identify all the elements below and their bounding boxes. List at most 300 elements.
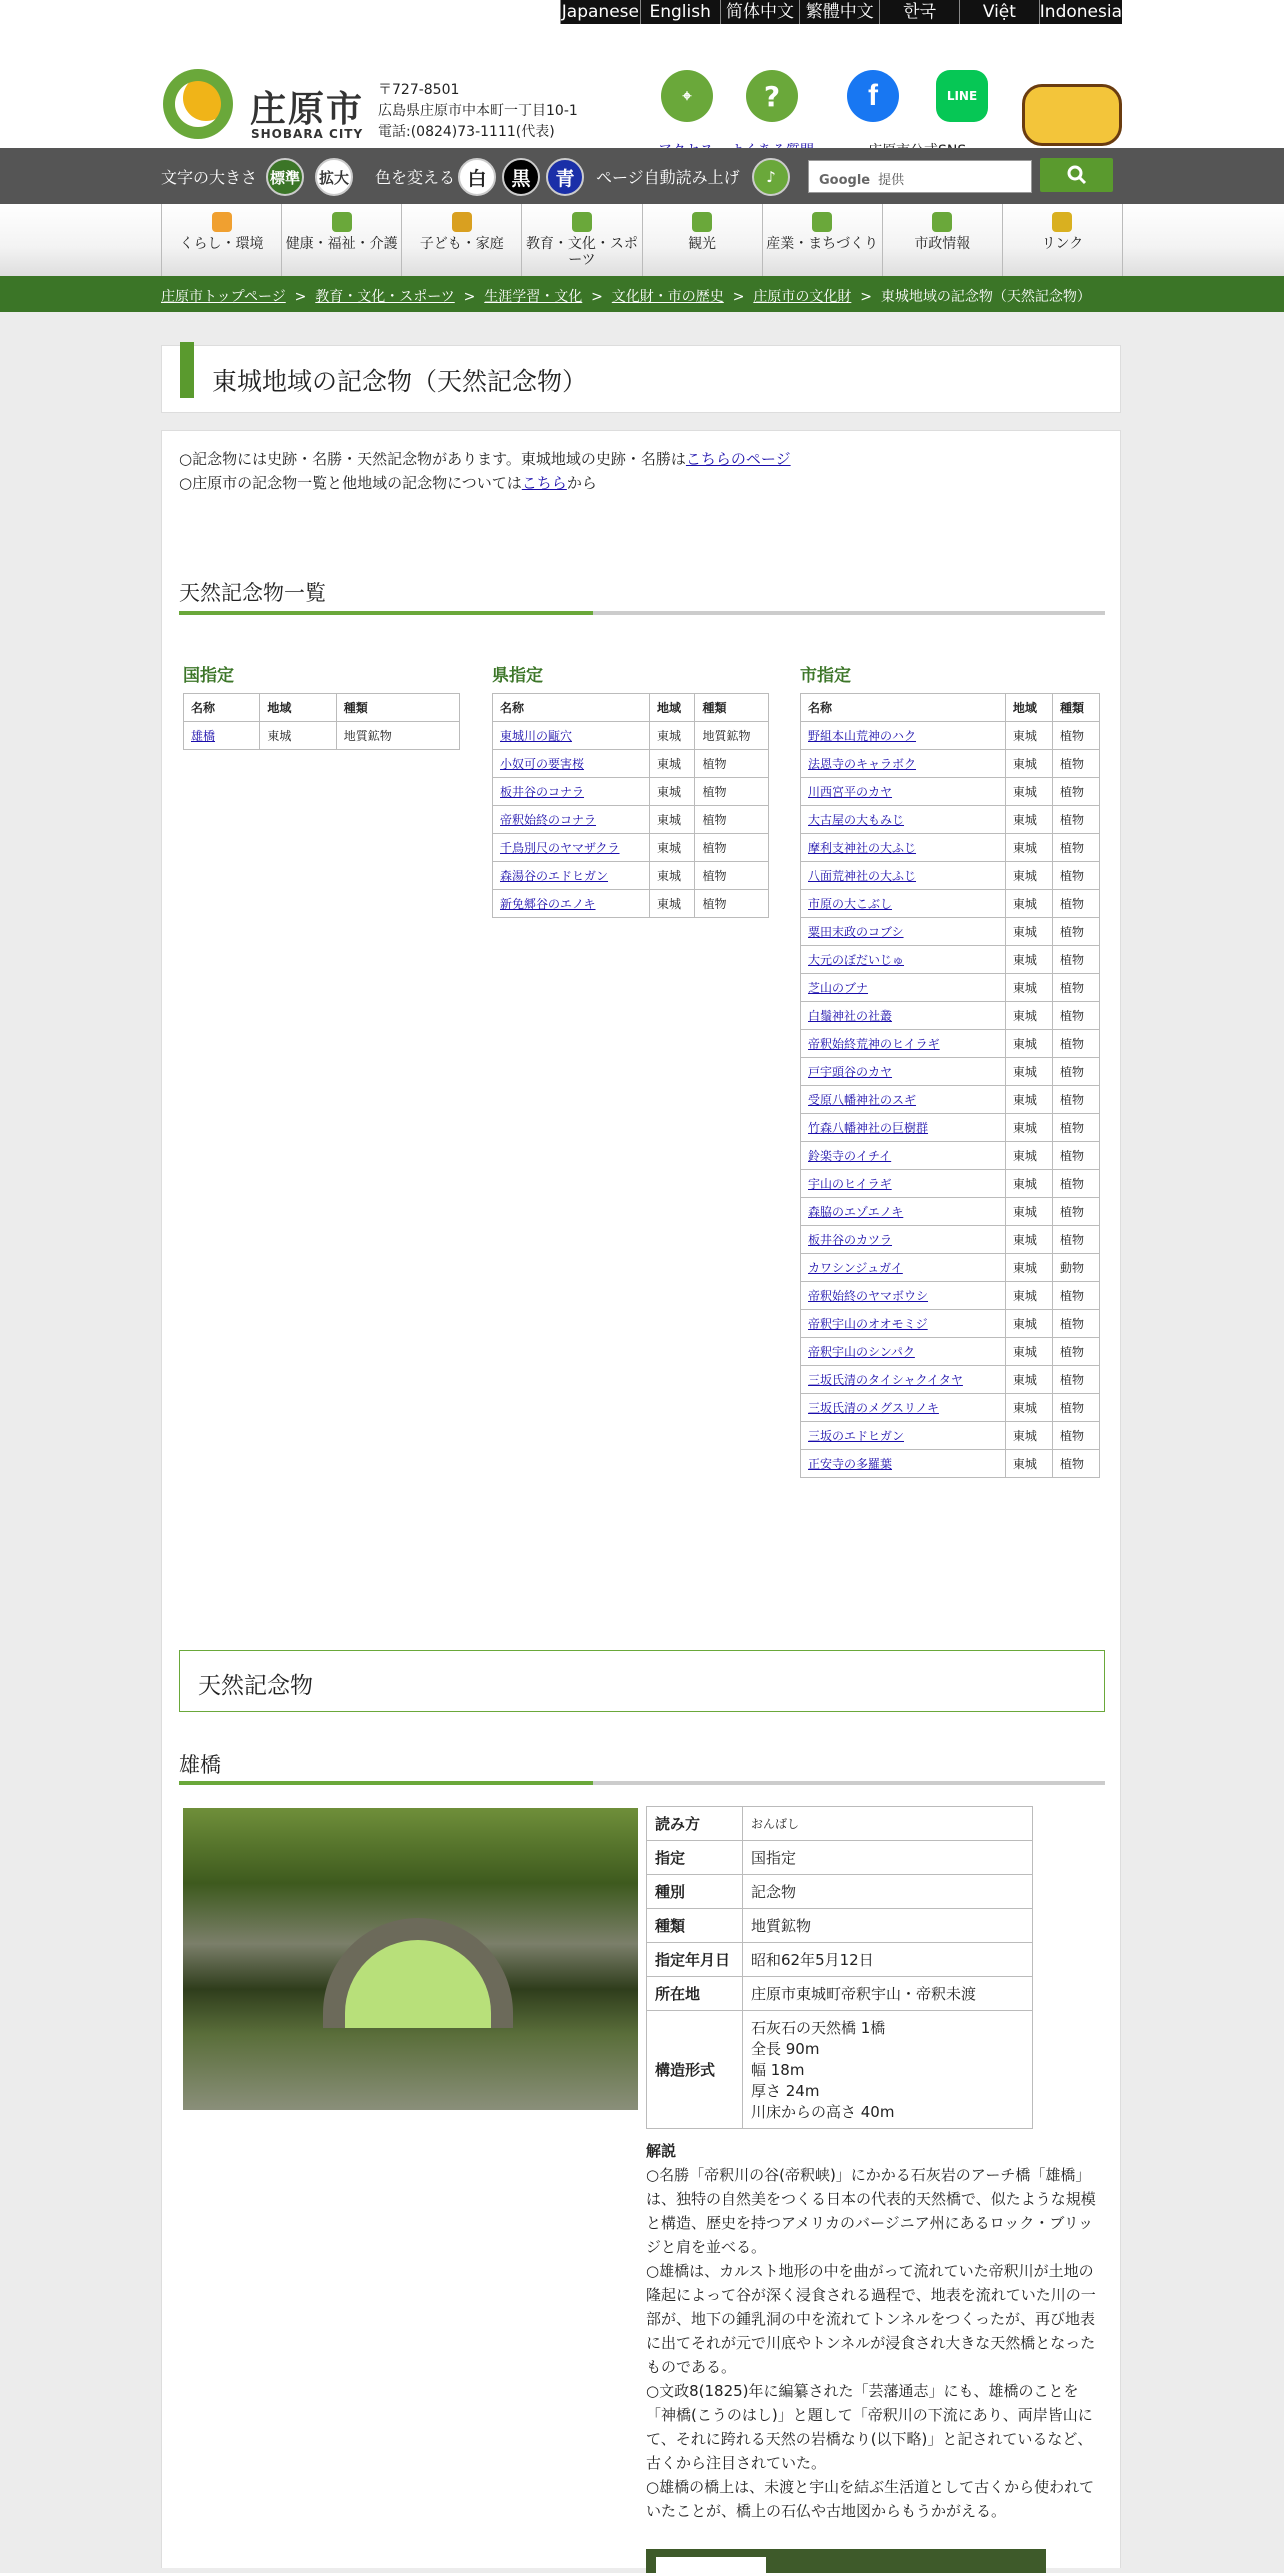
info-value: 庄原市東城町帝釈宇山・帝釈未渡 [743,1977,1033,2011]
table-row [801,1338,1100,1366]
info-label: 指定年月日 [647,1943,743,1977]
explanation-paragraph: ○雄橋の橋上は、未渡と宇山を結ぶ生活道として古くから使われていたことが、橋上の石仏や古地図からもうかがえる。 [646,2478,1095,2520]
nav-icon [452,212,472,232]
monument-link[interactable]: 正安寺の多羅葉 [808,1457,893,1471]
monument-link[interactable]: 大古屋の大もみじ [808,813,905,827]
table-cell: 東城 [1005,722,1052,750]
table-row [801,1422,1100,1450]
nav-label: 産業・まちづくり [766,236,879,252]
table-cell: 植物 [1052,946,1099,974]
table-cell: 植物 [1052,1338,1099,1366]
search-placeholder: 提供 [878,173,905,188]
table-cell [801,1114,1006,1142]
prefectural-heading: 県指定 [492,666,543,686]
table-cell: 東城 [1005,918,1052,946]
search-button[interactable] [1040,158,1113,192]
table-cell: 東城 [1005,1338,1052,1366]
monument-link[interactable]: 森湯谷のエドヒガン [500,869,609,883]
table-cell: 東城 [649,778,695,806]
table-cell: 植物 [695,834,769,862]
info-value: 国指定 [743,1841,1033,1875]
monument-link[interactable]: 東城川の甌穴 [500,729,573,743]
municipal-heading: 市指定 [800,666,851,686]
monument-link[interactable]: 帝釈宇山のオオモミジ [808,1317,928,1331]
table-cell [801,1058,1006,1086]
monument-link[interactable]: 宇山のヒイラギ [808,1177,892,1191]
table-cell [801,1030,1006,1058]
nav-item[interactable] [883,204,1003,276]
table-cell [801,1254,1006,1282]
section-heading-box: 天然記念物 [179,1650,1105,1712]
table-row [801,722,1100,750]
table-cell: 東城 [1005,1450,1052,1478]
table-cell: 植物 [1052,722,1099,750]
table-cell: 東城 [649,862,695,890]
table-cell: 東城 [1005,1030,1052,1058]
table-cell: 植物 [1052,1310,1099,1338]
table-row [801,1114,1100,1142]
nav-icon [692,212,712,232]
table-cell [801,1142,1006,1170]
nav-item[interactable] [282,204,402,276]
item-heading: 雄橋 [179,1753,221,1777]
table-row [801,918,1100,946]
prefectural-table [492,693,769,918]
facebook-icon[interactable]: f [847,70,899,122]
nav-icon [332,212,352,232]
table-row [801,1254,1100,1282]
list-heading: 天然記念物一覧 [179,581,326,605]
table-cell [801,1394,1006,1422]
table-row [493,806,769,834]
breadcrumb-item[interactable]: 庄原市トップページ [161,289,286,305]
table-header: 種類 [336,694,459,722]
monument-link[interactable]: 帝釈始終のコナラ [500,813,597,827]
table-cell: 東城 [1005,1366,1052,1394]
table-cell: 植物 [1052,1282,1099,1310]
table-cell [493,722,650,750]
text-large-button[interactable]: 拡大 [315,158,353,196]
info-value: 石灰石の天然橋 1橋 全長 90m 幅 18m 厚さ 24m 川床からの高さ 40m [743,2011,1033,2129]
table-cell: 植物 [1052,1086,1099,1114]
nav-icon [932,212,952,232]
table-cell: 東城 [1005,1058,1052,1086]
monument-link[interactable]: 三坂氏清のタイシャクイタヤ [808,1373,963,1387]
table-header: 名称 [184,694,260,722]
table-row [801,1310,1100,1338]
text-size-label: 文字の大きさ [161,168,258,187]
table-cell [184,722,260,750]
table-cell: 東城 [1005,1422,1052,1450]
monument-link[interactable]: 大元のぼだいじゅ [808,953,905,967]
table-cell [801,1338,1006,1366]
table-cell: 東城 [649,722,695,750]
table-cell [801,778,1006,806]
language-link[interactable]: English [640,0,720,24]
info-label: 指定 [647,1841,743,1875]
table-row [801,1198,1100,1226]
table-cell: 東城 [1005,1086,1052,1114]
table-cell [801,1198,1006,1226]
table-cell [801,1310,1006,1338]
monument-link[interactable]: 白鬚神社の社叢 [808,1009,893,1023]
mascot-icon[interactable] [1022,84,1122,146]
info-label: 種別 [647,1875,743,1909]
google-label: Google [819,173,871,188]
info-value: 記念物 [743,1875,1033,1909]
table-row [801,1142,1100,1170]
language-link[interactable]: Việt [959,0,1039,24]
table-cell [801,1002,1006,1030]
monument-link[interactable]: 鈴楽寺のイチイ [808,1149,892,1163]
explanation-paragraph: ○雄橋は、カルスト地形の中を曲がって流れていた帝釈川が土地の隆起によって谷が深く浸食される過程で、地表を流れていた川の一部が、地下の鍾乳洞の中を流れてトンネルをつくったが、再び地表に出てそれが元で川底やトンネルが浸食され大きな天然橋となったものである。 [646,2262,1096,2376]
table-cell: 植物 [1052,1226,1099,1254]
nav-item[interactable] [162,204,282,276]
national-table [183,693,460,750]
monument-link[interactable]: カワシンジュガイ [808,1261,903,1275]
table-cell: 植物 [1052,862,1099,890]
nav-label: 健康・福祉・介護 [285,236,398,252]
table-row [801,1002,1100,1030]
nav-label: 子ども・家庭 [419,236,504,252]
explanation [646,2139,1096,2523]
table-cell: 東城 [1005,974,1052,1002]
color-white-button[interactable]: 白 [458,158,496,196]
monument-link[interactable]: 新免郷谷のエノキ [500,897,596,911]
table-cell: 東城 [1005,1282,1052,1310]
table-cell: 東城 [1005,1002,1052,1030]
info-row [647,1807,1033,1841]
table-cell [493,890,650,918]
monument-link[interactable]: 戸宇頭谷のカヤ [808,1065,893,1079]
breadcrumb-item[interactable]: 教育・文化・スポーツ [315,289,455,305]
search-input[interactable] [808,160,1032,193]
nav-item[interactable] [763,204,883,276]
monument-link[interactable]: 板井谷のコナラ [500,785,585,799]
table-cell: 植物 [1052,1142,1099,1170]
table-cell: 植物 [695,806,769,834]
zip: 〒727-8501 [378,82,460,98]
table-cell [801,890,1006,918]
table-cell: 植物 [1052,918,1099,946]
nav-icon [212,212,232,232]
color-blue-button[interactable]: 青 [546,158,584,196]
table-cell: 植物 [1052,750,1099,778]
table-cell: 植物 [1052,834,1099,862]
monument-link[interactable]: 帝釈宇山のシンパク [808,1345,915,1359]
info-row [647,1875,1033,1909]
site-header [0,24,1284,148]
intro-text-2: ○庄原市の記念物一覧と他地域の記念物については [179,474,522,492]
global-nav [0,204,1284,276]
monument-link[interactable]: 板井谷のカツラ [808,1233,893,1247]
table-cell: 東城 [649,806,695,834]
accessibility-toolbar [0,148,1284,204]
info-value: 昭和62年5月12日 [743,1943,1033,1977]
table-row [801,1058,1100,1086]
table-cell: 植物 [1052,974,1099,1002]
table-row [493,862,769,890]
address-block [378,80,578,143]
table-cell [801,974,1006,1002]
table-cell [801,1086,1006,1114]
info-value: おんばし [743,1807,1033,1841]
national-heading: 国指定 [183,666,234,686]
onbashi-photo [183,1808,638,2110]
text-normal-button[interactable]: 標準 [266,158,304,196]
table-cell: 地質鉱物 [695,722,769,750]
color-change-label: 色を変える [375,168,456,187]
table-cell [801,946,1006,974]
table-row [801,778,1100,806]
table-row [801,1282,1100,1310]
table-cell [493,862,650,890]
logo-subtext: SHOBARA CITY [251,127,364,141]
table-cell [801,1366,1006,1394]
monument-link[interactable]: 粟田末政のコブシ [808,925,904,939]
breadcrumb-item[interactable]: 文化財・市の歴史 [611,289,724,305]
table-header: 地域 [649,694,695,722]
breadcrumb-item[interactable]: 庄原市の文化財 [753,289,852,305]
read-aloud-label: ページ自動読み上げ [596,168,740,187]
nav-icon [1052,212,1072,232]
table-cell: 東城 [1005,946,1052,974]
table-row [801,1030,1100,1058]
table-cell [493,834,650,862]
table-cell [801,722,1006,750]
table-cell: 植物 [1052,1422,1099,1450]
monument-link[interactable]: 法恩寺のキャラボク [808,757,917,771]
info-row [647,1909,1033,1943]
page-title-box [161,345,1121,413]
monument-link[interactable]: 三坂のエドヒガン [808,1429,905,1443]
table-cell: 東城 [649,750,695,778]
address-line: 広島県庄原市中本町一丁目10-1 [378,103,578,119]
table-cell: 東城 [1005,1114,1052,1142]
table-cell [801,918,1006,946]
info-value: 地質鉱物 [743,1909,1033,1943]
table-cell: 植物 [1052,1058,1099,1086]
table-cell: 東城 [1005,1226,1052,1254]
table-cell: 東城 [1005,862,1052,890]
language-link[interactable]: Indonesia [1039,2,1122,22]
table-header: 名称 [493,694,650,722]
page-title: 東城地域の記念物（天然記念物） [212,367,588,396]
table-cell [801,1450,1006,1478]
monument-link[interactable]: 小奴可の要害桜 [500,757,585,771]
table-cell: 東城 [1005,1254,1052,1282]
table-cell: 動物 [1052,1254,1099,1282]
nav-item[interactable] [522,204,642,276]
table-cell: 東城 [1005,750,1052,778]
table-row [801,1366,1100,1394]
explanation-paragraph: ○文政8(1825)年に編纂された「芸藩通志」にも、雄橋のことを「神橋(こうのはし)」と題して「帝釈川の下流にあり、両岸皆山にて、それに跨れる天然の岩橋なり(以下略)」と記されているなど、古くから注目されていた。 [646,2382,1093,2472]
table-row [801,1170,1100,1198]
table-cell [801,1226,1006,1254]
info-table [646,1806,1033,2129]
monument-link[interactable]: 雄橋 [191,729,216,743]
table-row [493,750,769,778]
table-cell [801,1170,1006,1198]
table-cell: 植物 [1052,778,1099,806]
table-row [801,750,1100,778]
table-cell: 東城 [649,834,695,862]
table-cell: 東城 [1005,1170,1052,1198]
table-cell: 東城 [1005,806,1052,834]
table-cell: 東城 [649,890,695,918]
table-cell: 植物 [1052,1366,1099,1394]
table-cell: 植物 [1052,806,1099,834]
table-cell: 東城 [1005,778,1052,806]
monument-link[interactable]: 川西宮平のカヤ [808,785,893,799]
language-link[interactable]: 简体中文 [720,0,800,24]
language-bar [0,0,1284,24]
table-cell: 地質鉱物 [336,722,459,750]
table-cell: 植物 [695,862,769,890]
table-cell: 植物 [1052,1114,1099,1142]
info-row [647,2011,1033,2129]
table-cell [493,806,650,834]
intro-text-3: から [566,474,597,492]
monument-link[interactable]: 三坂氏清のメグスリノキ [808,1401,939,1415]
microphone-icon[interactable]: ♪ [752,158,790,196]
table-cell [801,1282,1006,1310]
language-link[interactable]: Japanese [561,2,639,22]
table-header: 種類 [1052,694,1099,722]
historic-sites-link[interactable]: こちらのページ [685,450,791,468]
table-header: 種類 [695,694,769,722]
table-cell: 植物 [1052,1198,1099,1226]
monument-list-link[interactable]: こちら [521,474,567,492]
table-cell: 植物 [1052,1030,1099,1058]
language-link[interactable]: 繁體中文 [799,0,879,24]
table-cell [493,750,650,778]
breadcrumb-item[interactable]: 生涯学習・文化 [484,289,583,305]
monument-link[interactable]: 野組本山荒神のハク [808,729,917,743]
phone: 電話:(0824)73-1111(代表) [378,124,555,140]
table-row [801,806,1100,834]
main-content [161,430,1121,2568]
table-row [493,834,769,862]
table-cell [493,778,650,806]
nav-label: リンク [1041,236,1084,252]
monument-link[interactable]: 八面荒神社の大ふじ [808,869,917,883]
table-cell [801,806,1006,834]
logo-text[interactable]: 庄原市 [250,89,365,130]
info-label: 構造形式 [647,2011,743,2129]
monument-link[interactable]: 森脇のエゾエノキ [808,1205,904,1219]
table-row [801,1086,1100,1114]
monument-link[interactable]: 摩利支神社の大ふじ [808,841,917,855]
monument-link[interactable]: 竹森八幡神社の巨樹群 [808,1121,929,1135]
city-logo-icon[interactable] [163,69,233,139]
explanation-title: 解説 [646,2142,677,2160]
table-cell: 植物 [1052,1170,1099,1198]
monument-link[interactable]: 帝釈始終荒神のヒイラギ [808,1037,940,1051]
table-cell: 東城 [1005,890,1052,918]
table-row [801,1394,1100,1422]
line-icon[interactable]: LINE [936,70,988,122]
table-cell: 東城 [1005,1198,1052,1226]
map-pin-icon[interactable]: ⌖ [661,70,713,122]
table-cell: 植物 [1052,1394,1099,1422]
color-black-button[interactable]: 黒 [502,158,540,196]
nav-label: 市政情報 [914,236,971,252]
monument-link[interactable]: 帝釈始終のヤマボウシ [808,1289,929,1303]
info-label: 種類 [647,1909,743,1943]
table-cell [801,862,1006,890]
nav-item[interactable] [643,204,763,276]
table-cell: 植物 [695,750,769,778]
nav-icon [572,212,592,232]
table-cell [801,1422,1006,1450]
search-icon [1067,165,1087,185]
intro-text-1: ○記念物には史跡・名勝・天然記念物があります。東城地域の史跡・名勝は [179,450,686,468]
table-cell: 東城 [1005,834,1052,862]
second-photo [646,2549,1046,2573]
info-row [647,1977,1033,2011]
table-cell: 植物 [695,778,769,806]
table-row [801,946,1100,974]
intro [179,447,791,495]
monument-link[interactable]: 芝山のブナ [808,981,869,995]
table-cell: 植物 [1052,890,1099,918]
table-row [801,834,1100,862]
table-row [184,722,460,750]
monument-link[interactable]: 市原の大こぶし [808,897,893,911]
table-header: 地域 [260,694,336,722]
info-row [647,1943,1033,1977]
breadcrumb: 庄原市トップページ > 教育・文化・スポーツ > 生涯学習・文化 > 文化財・市の歴史 > 庄原市の文化財 > 東城地域の記念物（天然記念物） [0,276,1284,312]
table-cell: 東城 [1005,1142,1052,1170]
nav-label: くらし・環境 [179,236,264,252]
table-cell: 東城 [260,722,336,750]
table-cell: 植物 [695,890,769,918]
nav-label: 観光 [688,236,717,252]
question-icon[interactable]: ? [746,70,798,122]
table-row [493,890,769,918]
nav-item[interactable] [402,204,522,276]
breadcrumb-item: 東城地域の記念物（天然記念物） [880,289,1091,305]
table-row [801,1450,1100,1478]
table-row [801,974,1100,1002]
table-cell [801,750,1006,778]
table-cell: 植物 [1052,1002,1099,1030]
nav-label: 教育・文化・スポーツ [525,236,638,268]
nav-icon [812,212,832,232]
table-cell [801,834,1006,862]
table-row [493,722,769,750]
table-row [493,778,769,806]
table-cell: 東城 [1005,1394,1052,1422]
table-row [801,890,1100,918]
table-header: 地域 [1005,694,1052,722]
monument-link[interactable]: 千鳥別尺のヤマザクラ [500,841,620,855]
explanation-paragraph: ○名勝「帝釈川の谷(帝釈峡)」にかかる石灰岩のアーチ橋「雄橋」は、独特の自然美をつくる日本の代表的天然橋で、似たような規模と構造、歴史を持つアメリカのバージニア州にあるロック・ブリッジと肩を並べる。 [646,2166,1096,2256]
table-cell: 東城 [1005,1310,1052,1338]
monument-link[interactable]: 受原八幡神社のスギ [808,1093,917,1107]
info-row [647,1841,1033,1875]
table-row [801,1226,1100,1254]
info-label: 所在地 [647,1977,743,2011]
municipal-table [800,693,1100,1478]
table-row [801,862,1100,890]
table-cell: 植物 [1052,1450,1099,1478]
language-link[interactable]: 한국 [879,0,959,24]
nav-item[interactable] [1003,204,1123,276]
info-label: 読み方 [647,1807,743,1841]
table-header: 名称 [801,694,1006,722]
